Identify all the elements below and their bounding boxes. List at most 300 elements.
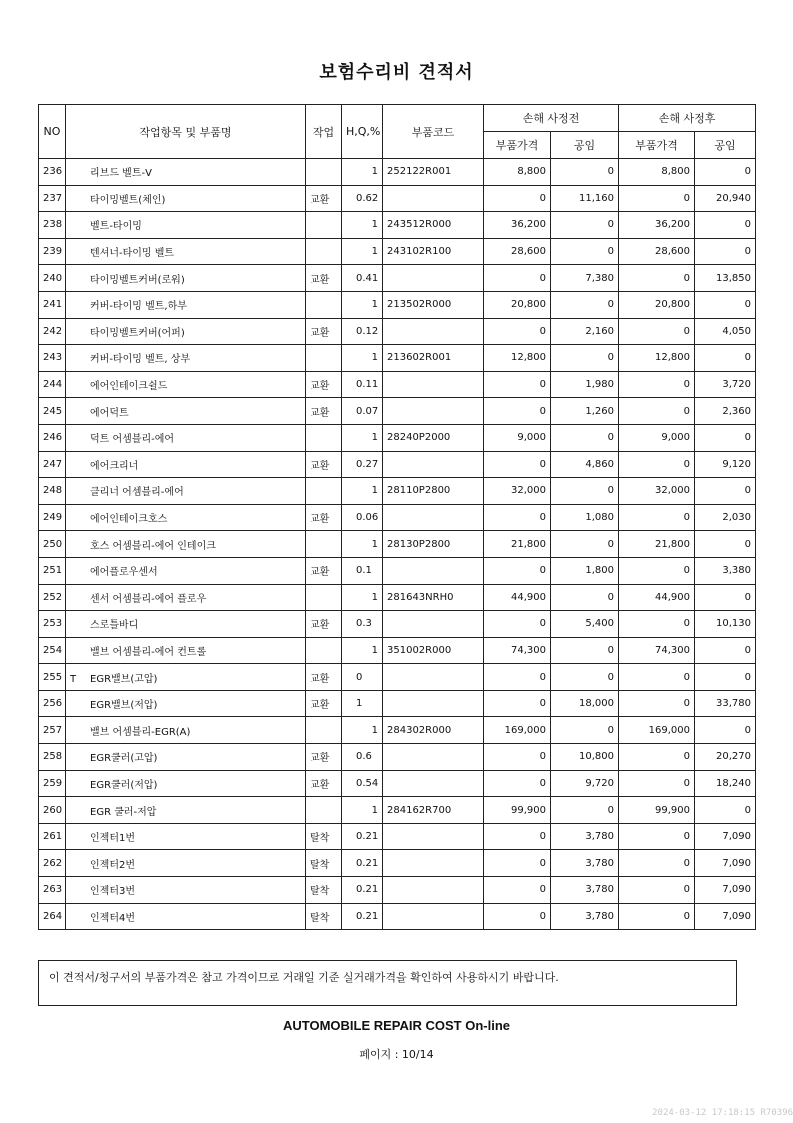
after-part-price: 20,800 [619,291,695,318]
item-name-cell [66,371,306,398]
work-type [306,584,342,611]
hq-value: 0.21 [342,877,383,904]
part-code [383,823,484,850]
item-name-cell [66,398,306,425]
item-name: 호스 어셈블리-에어 인테이크 [90,540,216,552]
before-part-price: 0 [484,823,551,850]
item-flag: T [70,673,77,685]
item-name-cell [66,424,306,451]
before-part-price: 0 [484,265,551,292]
part-code: 213502R000 [383,291,484,318]
after-part-price: 0 [619,371,695,398]
part-code [383,451,484,478]
after-labor: 0 [695,159,756,186]
work-type [306,159,342,186]
before-labor: 0 [551,717,619,744]
before-part-price: 0 [484,504,551,531]
hq-value: 0 [342,664,383,691]
header-after-labor: 공임 [695,132,756,159]
before-labor: 3,780 [551,877,619,904]
part-code [383,185,484,212]
item-name-cell [66,717,306,744]
after-labor: 7,090 [695,877,756,904]
before-labor: 0 [551,238,619,265]
after-part-price: 44,900 [619,584,695,611]
item-name-cell [66,238,306,265]
work-type: 교환 [306,451,342,478]
after-labor: 2,030 [695,504,756,531]
hq-value: 0.12 [342,318,383,345]
row-number: 250 [39,531,66,558]
before-part-price: 0 [484,690,551,717]
work-type: 교환 [306,664,342,691]
header-code: 부품코드 [383,105,484,159]
row-number: 252 [39,584,66,611]
hq-value: 0.21 [342,903,383,930]
after-labor: 0 [695,424,756,451]
after-labor: 0 [695,238,756,265]
work-type: 교환 [306,371,342,398]
item-name: EGR쿨러(저압) [90,779,158,791]
hq-value: 0.62 [342,185,383,212]
item-name: 커버-타이밍 벨트,하부 [90,301,187,313]
after-part-price: 0 [619,557,695,584]
work-type: 교환 [306,611,342,638]
after-labor: 3,380 [695,557,756,584]
item-name-cell [66,265,306,292]
item-name: 타이밍벨트커버(어퍼) [90,327,185,339]
table-row [39,345,756,372]
item-name: EGR밸브(고압) [90,673,158,685]
before-part-price: 0 [484,398,551,425]
table-row [39,903,756,930]
item-name-cell [66,877,306,904]
after-labor: 20,940 [695,185,756,212]
header-after-price: 부품가격 [619,132,695,159]
table-row [39,291,756,318]
after-labor: 33,780 [695,690,756,717]
part-code [383,877,484,904]
after-part-price: 0 [619,664,695,691]
hq-value: 1 [342,478,383,505]
after-labor: 7,090 [695,903,756,930]
row-number: 255 [39,664,66,691]
before-part-price: 0 [484,664,551,691]
after-labor: 3,720 [695,371,756,398]
part-code [383,850,484,877]
table-row [39,690,756,717]
after-labor: 9,120 [695,451,756,478]
work-type [306,291,342,318]
part-code [383,265,484,292]
hq-value: 0.54 [342,770,383,797]
after-labor: 0 [695,345,756,372]
hq-value: 1 [342,717,383,744]
hq-value: 0.06 [342,504,383,531]
table-row [39,159,756,186]
item-name: EGR쿨러(고압) [90,753,158,765]
part-code: 284302R000 [383,717,484,744]
before-labor: 18,000 [551,690,619,717]
before-labor: 1,080 [551,504,619,531]
hq-value: 1 [342,212,383,239]
before-labor: 3,780 [551,823,619,850]
work-type: 교환 [306,690,342,717]
after-part-price: 0 [619,504,695,531]
before-labor: 9,720 [551,770,619,797]
hq-value: 0.27 [342,451,383,478]
header-no: NO [39,105,66,159]
row-number: 238 [39,212,66,239]
work-type [306,478,342,505]
before-part-price: 0 [484,611,551,638]
item-name: EGR밸브(저압) [90,700,158,712]
after-part-price: 169,000 [619,717,695,744]
after-labor: 2,360 [695,398,756,425]
before-labor: 0 [551,478,619,505]
table-row [39,478,756,505]
hq-value: 0.41 [342,265,383,292]
part-code [383,371,484,398]
before-part-price: 0 [484,850,551,877]
before-labor: 0 [551,797,619,824]
row-number: 245 [39,398,66,425]
part-code: 28110P2800 [383,478,484,505]
page-number: 페이지 : 10/14 [359,1048,434,1061]
item-name: 에어크리너 [90,460,139,472]
before-part-price: 0 [484,744,551,771]
after-labor: 7,090 [695,823,756,850]
item-name-cell [66,744,306,771]
hq-value: 1 [342,345,383,372]
item-name-cell [66,291,306,318]
after-part-price: 12,800 [619,345,695,372]
table-row [39,823,756,850]
item-name: 타이밍벨트(체인) [90,194,166,206]
row-number: 247 [39,451,66,478]
after-part-price: 0 [619,611,695,638]
table-row [39,238,756,265]
item-name-cell [66,345,306,372]
part-code [383,664,484,691]
before-part-price: 0 [484,557,551,584]
hq-value: 1 [342,690,383,717]
after-part-price: 0 [619,318,695,345]
price-notice: 이 견적서/청구서의 부품가격은 참고 가격이므로 거래일 기준 실거래가격을 확인하여 사용하시기 바랍니다. [38,960,737,1006]
table-row [39,451,756,478]
item-name: 리브드 벨트-V [90,168,152,180]
after-labor: 0 [695,797,756,824]
item-name-cell [66,212,306,239]
after-labor: 0 [695,212,756,239]
before-part-price: 8,800 [484,159,551,186]
before-part-price: 74,300 [484,637,551,664]
item-name: 에어인테이크호스 [90,514,168,526]
after-part-price: 0 [619,398,695,425]
before-labor: 4,860 [551,451,619,478]
row-number: 244 [39,371,66,398]
item-name: 인젝터2번 [90,859,136,871]
after-labor: 13,850 [695,265,756,292]
table-row [39,371,756,398]
after-labor: 0 [695,584,756,611]
before-part-price: 36,200 [484,212,551,239]
header-item: 작업항목 및 부품명 [66,105,306,159]
work-type [306,345,342,372]
hq-value: 1 [342,584,383,611]
table-row [39,850,756,877]
after-part-price: 0 [619,770,695,797]
after-labor: 0 [695,478,756,505]
table-row [39,797,756,824]
before-part-price: 28,600 [484,238,551,265]
row-number: 256 [39,690,66,717]
after-part-price: 36,200 [619,212,695,239]
header-after-group: 손해 사정후 [619,105,756,132]
header-hq: H,Q,% [342,105,383,159]
before-labor: 0 [551,664,619,691]
item-name-cell [66,664,306,691]
item-name: 스로틀바디 [90,620,139,632]
item-name-cell [66,584,306,611]
before-part-price: 0 [484,185,551,212]
work-type: 교환 [306,744,342,771]
row-number: 264 [39,903,66,930]
document-title: 보험수리비 견적서 [319,62,474,83]
after-part-price: 28,600 [619,238,695,265]
hq-value: 1 [342,531,383,558]
item-name-cell [66,611,306,638]
part-code [383,611,484,638]
after-part-price: 32,000 [619,478,695,505]
part-code: 213602R001 [383,345,484,372]
after-labor: 20,270 [695,744,756,771]
item-name: 인젝터1번 [90,833,136,845]
item-name: 타이밍벨트커버(로워) [90,274,185,286]
part-code: 281643NRH0 [383,584,484,611]
work-type [306,717,342,744]
row-number: 242 [39,318,66,345]
row-number: 262 [39,850,66,877]
part-code [383,504,484,531]
table-row [39,557,756,584]
after-part-price: 74,300 [619,637,695,664]
before-labor: 0 [551,212,619,239]
before-part-price: 99,900 [484,797,551,824]
before-part-price: 0 [484,451,551,478]
work-type [306,212,342,239]
row-number: 253 [39,611,66,638]
work-type [306,424,342,451]
item-name: 인젝터4번 [90,912,136,924]
before-part-price: 0 [484,770,551,797]
item-name-cell [66,185,306,212]
after-labor: 0 [695,664,756,691]
item-name: 텐셔너-타이밍 벨트 [90,248,175,260]
hq-value: 1 [342,159,383,186]
row-number: 237 [39,185,66,212]
work-type: 교환 [306,318,342,345]
hq-value: 1 [342,637,383,664]
item-name: 밸브 어셈블리-EGR(A) [90,726,191,738]
item-name: 클리너 어셈블리-에어 [90,487,184,499]
item-name: 인젝터3번 [90,886,136,898]
header-before-price: 부품가격 [484,132,551,159]
item-name-cell [66,850,306,877]
item-name: 커버-타이밍 벨트, 상부 [90,354,191,366]
work-type [306,531,342,558]
row-number: 248 [39,478,66,505]
work-type: 교환 [306,265,342,292]
work-type [306,238,342,265]
row-number: 243 [39,345,66,372]
work-type: 탈착 [306,877,342,904]
hq-value: 0.21 [342,823,383,850]
before-labor: 0 [551,291,619,318]
footer-title: AUTOMOBILE REPAIR COST On-line [282,1018,511,1033]
hq-value: 0.21 [342,850,383,877]
header-work: 작업 [306,105,342,159]
work-type: 탈착 [306,850,342,877]
row-number: 241 [39,291,66,318]
before-labor: 1,260 [551,398,619,425]
hq-value: 0.1 [342,557,383,584]
table-row [39,770,756,797]
row-number: 236 [39,159,66,186]
part-code [383,903,484,930]
part-code [383,557,484,584]
table-row [39,664,756,691]
after-part-price: 0 [619,903,695,930]
part-code [383,744,484,771]
after-part-price: 0 [619,823,695,850]
print-timestamp: 2024-03-12 17:18:15 R70396 [652,1108,793,1118]
after-part-price: 0 [619,185,695,212]
table-row [39,744,756,771]
table-row [39,877,756,904]
before-labor: 7,380 [551,265,619,292]
work-type: 교환 [306,504,342,531]
item-name: 에어인테이크쉴드 [90,381,168,393]
after-labor: 0 [695,531,756,558]
item-name-cell [66,451,306,478]
after-labor: 7,090 [695,850,756,877]
work-type: 교환 [306,770,342,797]
table-row [39,398,756,425]
work-type [306,637,342,664]
hq-value: 0.11 [342,371,383,398]
table-row [39,265,756,292]
item-name: 에어덕트 [90,407,129,419]
table-row [39,504,756,531]
after-part-price: 99,900 [619,797,695,824]
after-part-price: 0 [619,265,695,292]
before-labor: 1,800 [551,557,619,584]
before-labor: 5,400 [551,611,619,638]
item-name-cell [66,823,306,850]
table-row [39,318,756,345]
before-part-price: 12,800 [484,345,551,372]
row-number: 246 [39,424,66,451]
before-part-price: 32,000 [484,478,551,505]
part-code [383,770,484,797]
table-row [39,611,756,638]
row-number: 259 [39,770,66,797]
before-labor: 0 [551,345,619,372]
part-code: 351002R000 [383,637,484,664]
before-labor: 2,160 [551,318,619,345]
item-name-cell [66,478,306,505]
after-part-price: 0 [619,690,695,717]
table-row [39,717,756,744]
before-part-price: 20,800 [484,291,551,318]
part-code: 252122R001 [383,159,484,186]
item-name: 밸브 어셈블리-에어 컨트롤 [90,646,207,658]
row-number: 249 [39,504,66,531]
row-number: 239 [39,238,66,265]
hq-value: 0.07 [342,398,383,425]
before-part-price: 44,900 [484,584,551,611]
header-before-labor: 공임 [551,132,619,159]
part-code: 284162R700 [383,797,484,824]
before-labor: 1,980 [551,371,619,398]
before-part-price: 0 [484,903,551,930]
item-name-cell [66,504,306,531]
item-name: 에어플로우센서 [90,567,158,579]
hq-value: 1 [342,291,383,318]
item-name-cell [66,531,306,558]
item-name: 덕트 어셈블리-에어 [90,434,175,446]
hq-value: 1 [342,424,383,451]
after-part-price: 0 [619,451,695,478]
before-part-price: 0 [484,371,551,398]
item-name-cell [66,903,306,930]
before-labor: 10,800 [551,744,619,771]
after-part-price: 0 [619,744,695,771]
after-part-price: 21,800 [619,531,695,558]
after-part-price: 0 [619,877,695,904]
table-row [39,637,756,664]
after-labor: 0 [695,637,756,664]
row-number: 240 [39,265,66,292]
table-row [39,584,756,611]
part-code [383,398,484,425]
item-name: 센서 어셈블리-에어 플로우 [90,593,207,605]
part-code [383,318,484,345]
row-number: 260 [39,797,66,824]
before-labor: 3,780 [551,903,619,930]
work-type: 교환 [306,557,342,584]
item-name-cell [66,318,306,345]
before-labor: 0 [551,584,619,611]
before-part-price: 0 [484,318,551,345]
item-name-cell [66,770,306,797]
work-type [306,797,342,824]
work-type: 교환 [306,398,342,425]
hq-value: 0.3 [342,611,383,638]
after-part-price: 0 [619,850,695,877]
item-name-cell [66,557,306,584]
table-row [39,212,756,239]
item-name: EGR 쿨러-저압 [90,806,157,818]
estimate-table [38,104,756,930]
after-labor: 0 [695,291,756,318]
before-part-price: 9,000 [484,424,551,451]
item-name-cell [66,159,306,186]
work-type: 탈착 [306,903,342,930]
before-labor: 0 [551,531,619,558]
item-name: 벨트-타이밍 [90,221,142,233]
